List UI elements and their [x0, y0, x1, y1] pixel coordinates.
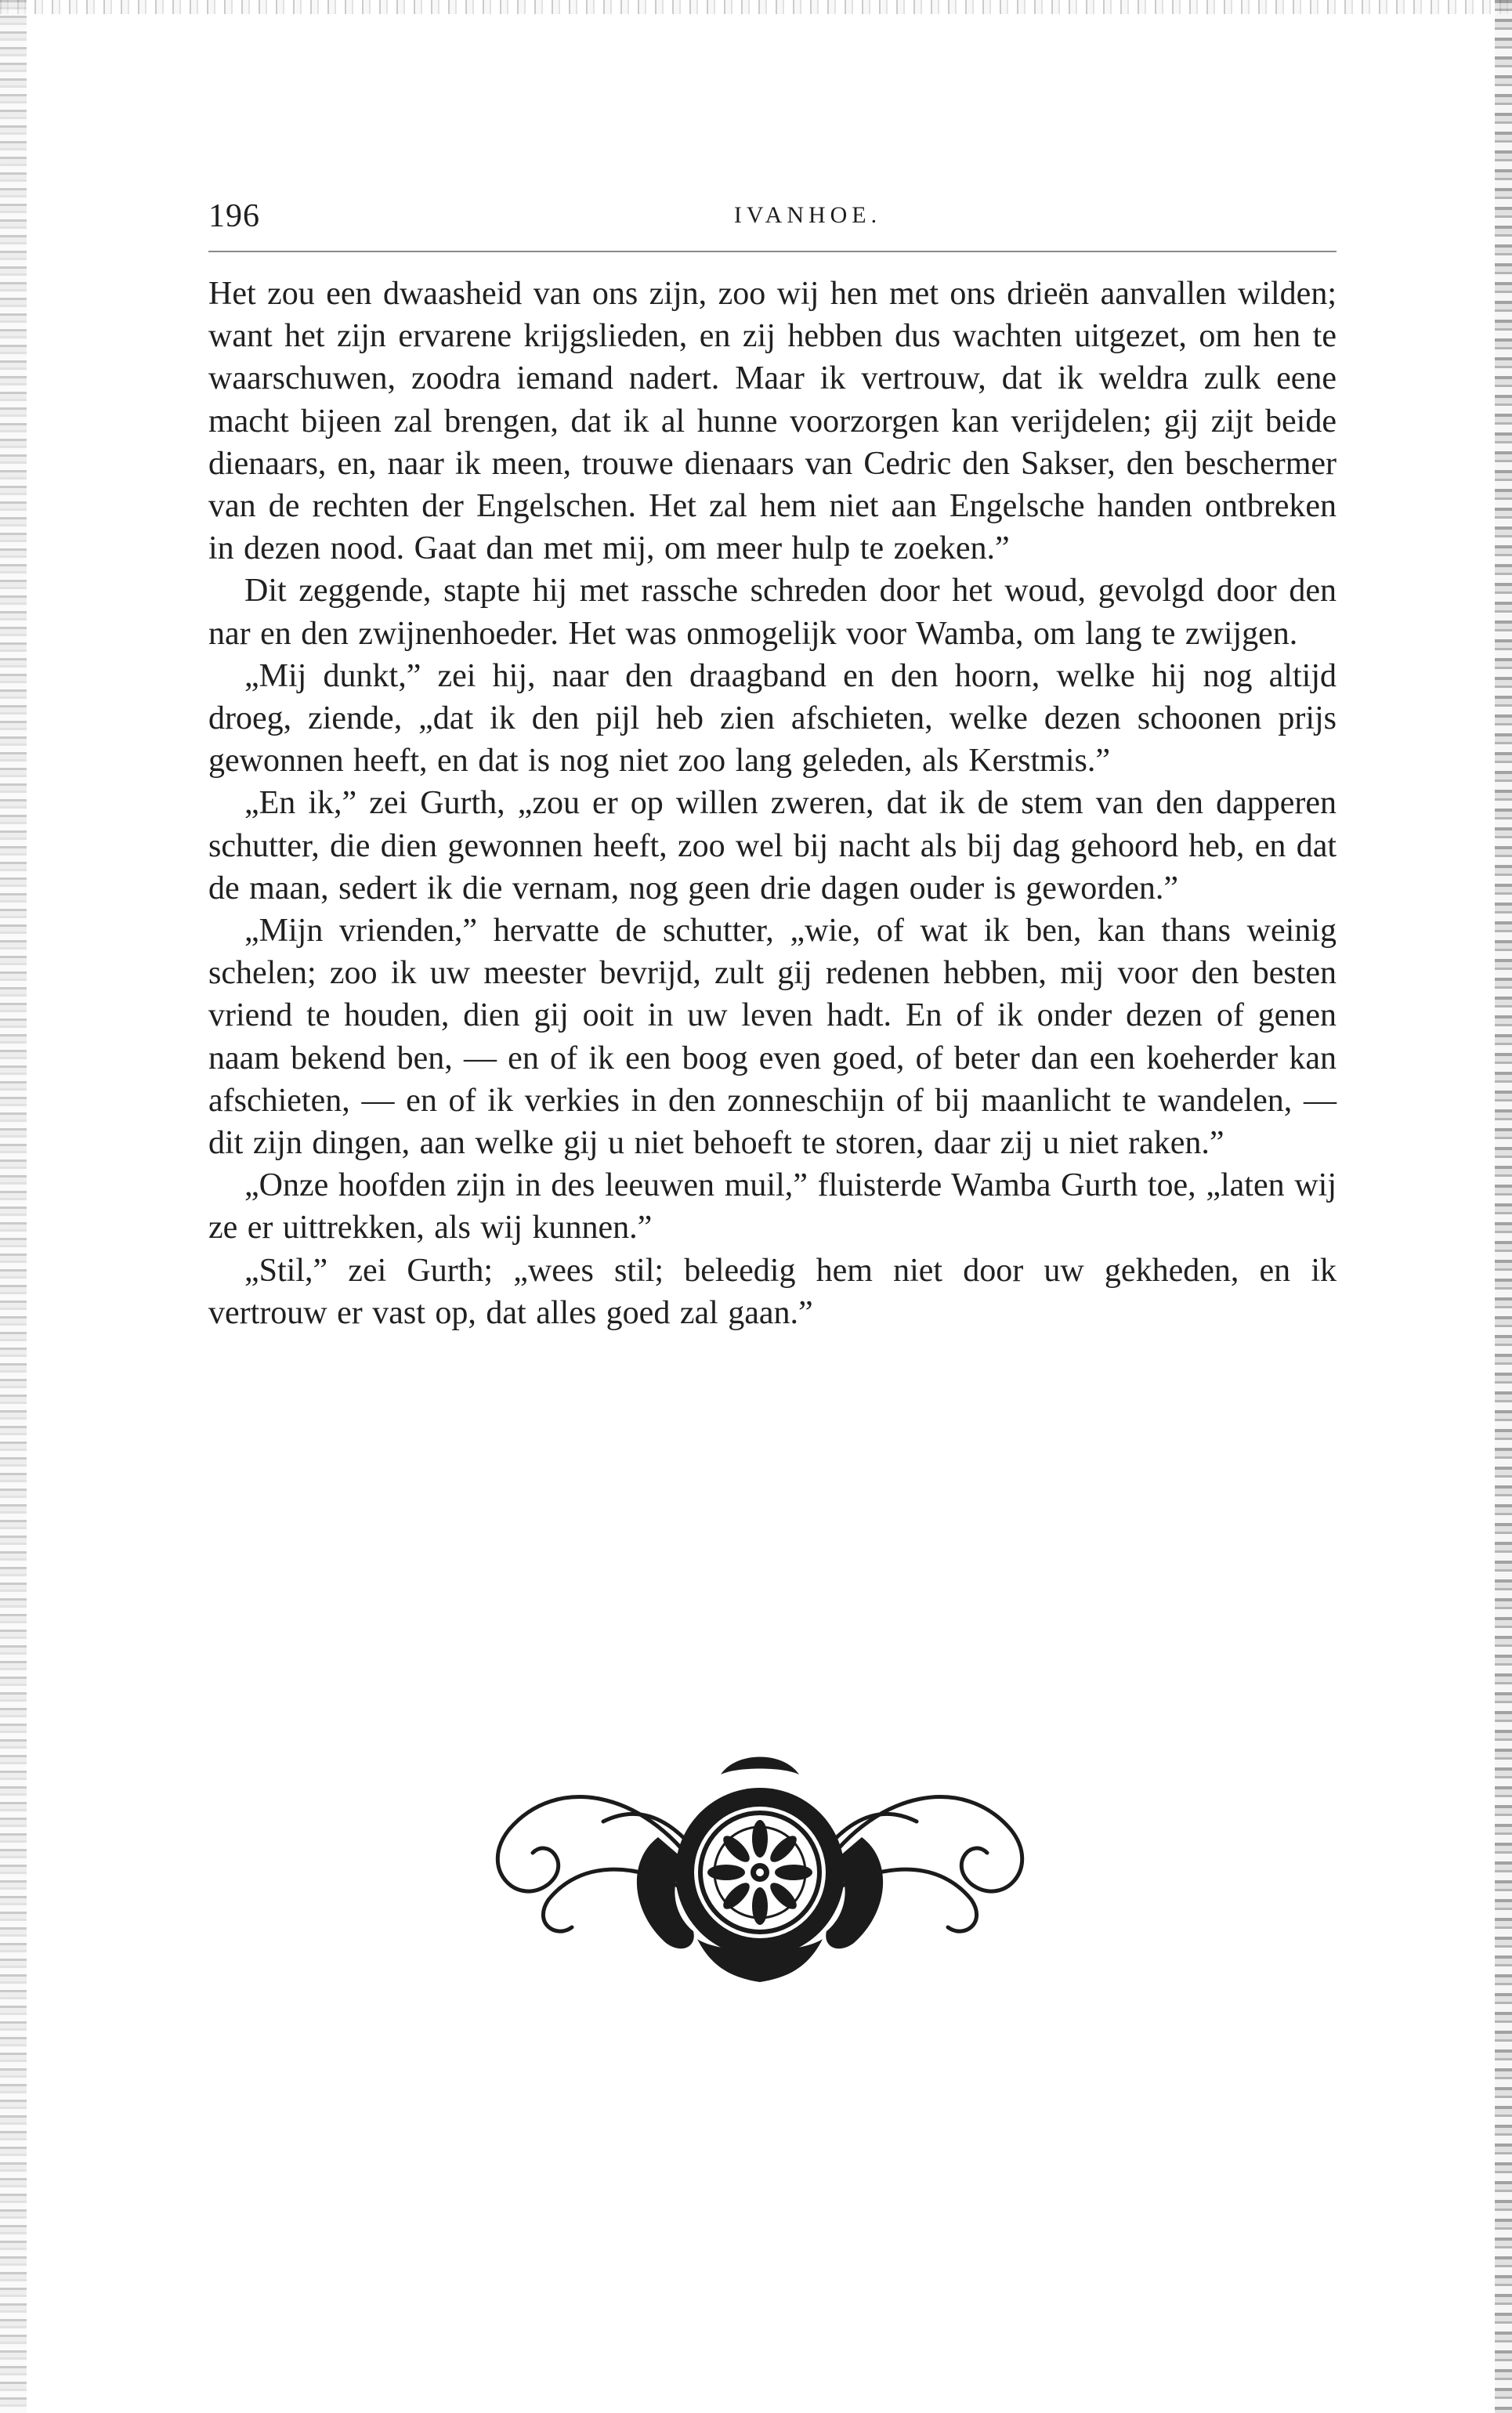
running-head [208, 197, 1337, 244]
scan-edge-left [0, 0, 27, 2413]
paragraph-5: „Mijn vrienden,” hervatte de schutter, „wie, of wat ik ben, kan thans weinig schelen; zoo ik uw meester bevrijd, zult gij redenen hebben, mij voor den besten vriend te houden, dien gij ooit in uw leven hadt. En of ik onder dezen of genen naam bekend ben, — en of ik een boog even goed, of beter dan een koeherder kan afschieten, — en of ik verkies in den zonneschijn of bij maanlicht te wandelen, — dit zijn dingen, aan welke gij u niet behoeft te storen, daar zij u niet raken.” [208, 913, 1337, 1162]
ornamental-tailpiece-icon [462, 1743, 1058, 2002]
paragraph-1: Het zou een dwaasheid van ons zijn, zoo wij hen met ons drieën aanvallen wilden; want het zijn ervarene krijgslieden, en zij hebben dus wachten uitgezet, om hen te waarschuwen, zoodra iemand nadert. Maar ik vertrouw, dat ik weldra zulk eene macht bijeen zal brengen, dat ik al hunne voorzorgen kan verijdelen; gij zijt beide dienaars, en, naar ik meen, trouwe dienaars van Cedric den Sakser, den beschermer van de rechten der Engelschen. Het zal hem niet aan Engelsche handen ontbreken in dezen nood. Gaat dan met mij, om meer hulp te zoeken.” [208, 276, 1337, 567]
body-text [208, 273, 1337, 1334]
scan-edge-right [1495, 0, 1512, 2413]
page-number: 196 [208, 198, 260, 234]
paragraph-4: „En ik,” zei Gurth, „zou er op willen zweren, dat ik de stem van den dapperen schutter, die dien gewonnen heeft, zoo wel bij nacht als bij dag gehoord heb, en dat de maan, sedert ik die vernam, nog geen drie dagen ouder is geworden.” [208, 785, 1337, 906]
paragraph-6: „Onze hoofden zijn in des leeuwen muil,” fluisterde Wamba Gurth toe, „laten wij ze er uittrekken, als wij kunnen.” [208, 1167, 1337, 1246]
header-rule [208, 251, 1337, 252]
scan-edge-top [0, 0, 1512, 14]
paragraph-3: „Mij dunkt,” zei hij, naar den draagband en den hoorn, welke hij nog altijd droeg, ziende, „dat ik den pijl heb zien afschieten, welke dezen schoonen prijs gewonnen heeft, en dat is nog niet zoo lang geleden, als Kerstmis.” [208, 657, 1337, 780]
running-title: IVANHOE. [733, 202, 882, 228]
paragraph-7: „Stil,” zei Gurth; „wees stil; beleedig hem niet door uw gekheden, en ik vertrouw er vast op, dat alles goed zal gaan.” [208, 1252, 1337, 1331]
paragraph-2: Dit zeggende, stapte hij met rassche schreden door het woud, gevolgd door den nar en den zwijnenhoeder. Het was onmogelijk voor Wamba, om lang te zwijgen. [208, 573, 1337, 652]
